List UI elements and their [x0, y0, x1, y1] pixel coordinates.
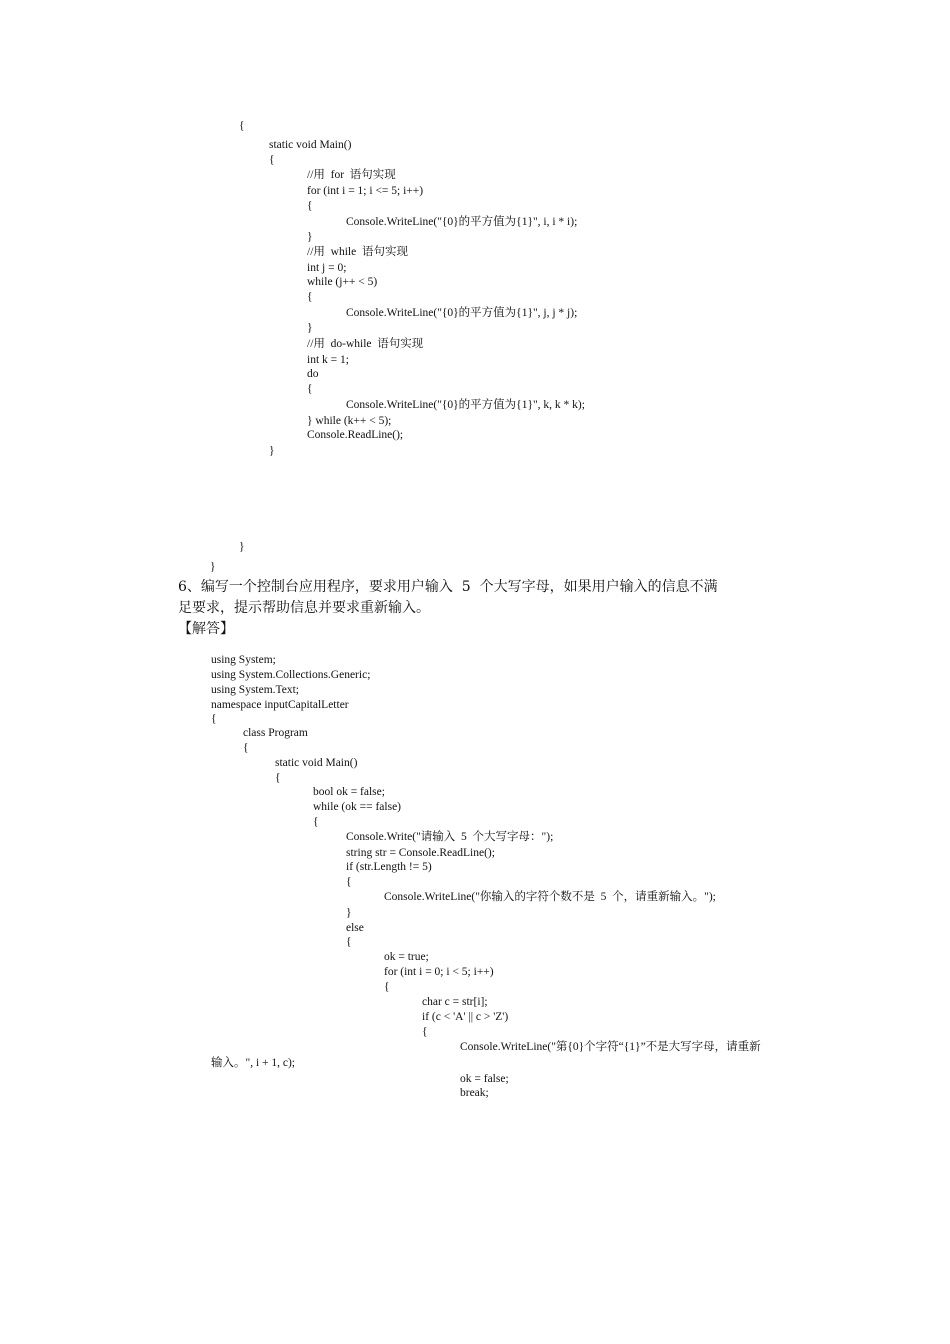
code-line: } while (k++ < 5); — [307, 415, 392, 427]
answer-heading: 【解答】 — [178, 621, 234, 637]
code-line: namespace inputCapitalLetter — [211, 699, 349, 711]
code-line: } — [307, 231, 313, 243]
code-line: } — [269, 445, 275, 457]
code-line: } — [210, 561, 216, 573]
code-line: if (c < 'A' || c > 'Z') — [422, 1011, 509, 1023]
code-line: Console.WriteLine("{0}的平方值为{1}", k, k * k); — [346, 399, 585, 411]
code-line: { — [313, 816, 319, 828]
code-line: while (j++ < 5) — [307, 276, 378, 288]
code-line: bool ok = false; — [313, 786, 385, 798]
code-line: { — [269, 154, 275, 166]
code-line: if (str.Length != 5) — [346, 861, 432, 873]
code-line: { — [307, 291, 313, 303]
code-line: } — [239, 541, 245, 553]
code-line: ok = true; — [384, 951, 429, 963]
code-line: int j = 0; — [307, 262, 347, 274]
code-line: for (int i = 1; i <= 5; i++) — [307, 185, 424, 197]
code-line: { — [243, 742, 249, 754]
code-line: { — [422, 1026, 428, 1038]
code-line: { — [384, 981, 390, 993]
code-line: for (int i = 0; i < 5; i++) — [384, 966, 494, 978]
code-line: Console.ReadLine(); — [307, 429, 404, 441]
code-line: class Program — [243, 727, 308, 739]
code-line: using System.Text; — [211, 684, 300, 696]
code-line: { — [275, 772, 281, 784]
code-line: Console.Write("请输入 5 个大写字母："); — [346, 831, 554, 843]
code-line: using System.Collections.Generic; — [211, 669, 371, 681]
code-line: static void Main() — [275, 757, 358, 769]
code-line: do — [307, 368, 319, 380]
code-comment-line: //用 for 语句实现 — [307, 169, 396, 181]
code-comment-line: //用 do-while 语句实现 — [307, 338, 424, 350]
code-line: } — [346, 907, 352, 919]
code-comment-line: //用 while 语句实现 — [307, 246, 408, 258]
code-line: using System; — [211, 654, 276, 666]
code-line: Console.WriteLine("{0}的平方值为{1}", i, i * i); — [346, 216, 578, 228]
question-text-line-2: 足要求，提示帮助信息并要求重新输入。 — [178, 600, 430, 616]
code-line: Console.WriteLine("{0}的平方值为{1}", j, j * j); — [346, 307, 578, 319]
question-text-line-1: 6、编写一个控制台应用程序，要求用户输入 5 个大写字母，如果用户输入的信息不满 — [178, 579, 718, 595]
code-line: { — [239, 120, 245, 132]
code-line: static void Main() — [269, 139, 352, 151]
code-line: { — [211, 713, 217, 725]
code-line: { — [346, 876, 352, 888]
code-line: { — [307, 200, 313, 212]
code-line: { — [307, 383, 313, 395]
code-line: Console.WriteLine("你输入的字符个数不是 5 个，请重新输入。"); — [384, 891, 716, 903]
code-line: else — [346, 922, 364, 934]
code-line: string str = Console.ReadLine(); — [346, 847, 495, 859]
code-line: while (ok == false) — [313, 801, 402, 813]
code-line: ok = false; — [460, 1073, 509, 1085]
code-line: char c = str[i]; — [422, 996, 488, 1008]
code-line: { — [346, 936, 352, 948]
code-line: Console.WriteLine("第{0}个字符“{1}”不是大写字母，请重新 — [460, 1041, 761, 1053]
code-line: 输入。", i + 1, c); — [211, 1057, 296, 1069]
code-line: break; — [460, 1087, 489, 1099]
code-line: int k = 1; — [307, 354, 349, 366]
code-line: } — [307, 322, 313, 334]
